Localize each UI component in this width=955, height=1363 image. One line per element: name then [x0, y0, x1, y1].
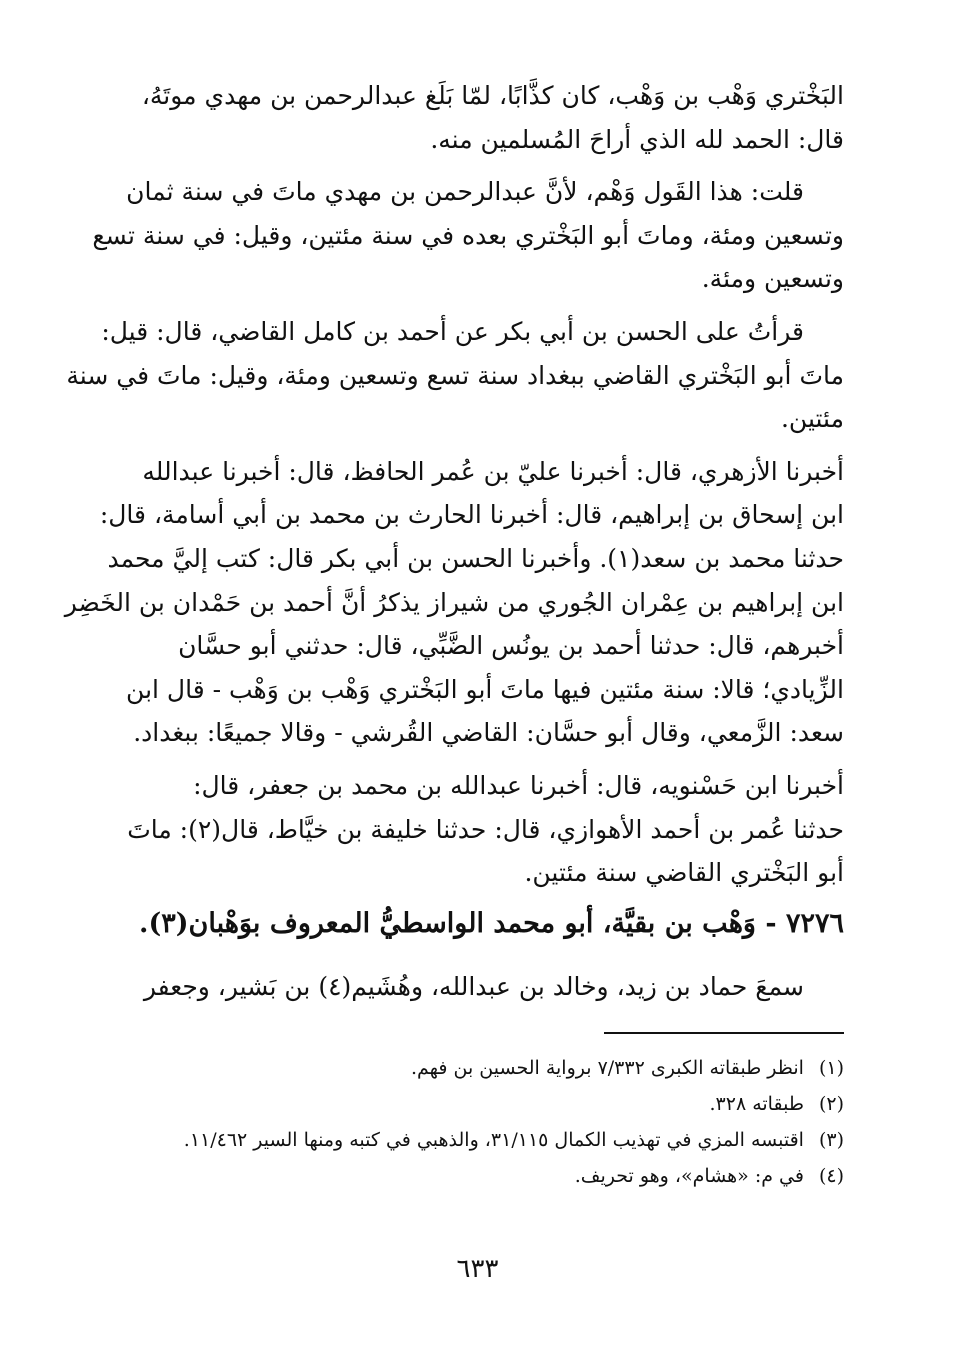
footnote-number: (٣)	[818, 1129, 844, 1151]
text-line: حدثنا عُمر بن أحمد الأهوازي، قال: حدثنا خليفة بن خيَّاط، قال(٢): ماتَ	[127, 814, 844, 844]
text-line: أخبرنا ابن حَسْنويه، قال: أخبرنا عبدالله بن محمد بن جعفر، قال:	[193, 770, 844, 800]
text-line: ماتَ أبو البَخْتري القاضي ببغداد سنة تسع وتسعين ومئة، وقيل: ماتَ في سنة	[66, 360, 844, 390]
footnote	[138, 1086, 844, 1122]
footnote-text: انظر طبقاته الكبرى ٧/٣٣٢ برواية الحسين بن فهم.	[410, 1057, 804, 1079]
text-line: البَخْتري وَهْب بن وَهْب، كان كذَّابًا، لمّا بَلَغ عبدالرحمن بن مهدي موتَهُ،	[141, 81, 844, 110]
text-line: أخبرنا الأزهري، قال: أخبرنا عليّ بن عُمر الحافظ، قال: أخبرنا عبدالله	[142, 456, 844, 486]
footnote-number: (٤)	[818, 1165, 844, 1187]
text-line: أخبرهم، قال: حدثنا أحمد بن يونُس الضَّبِّي، قال: حدثني أبو حسَّان	[178, 631, 844, 661]
footnotes	[138, 1050, 844, 1194]
paragraph-4	[64, 450, 844, 755]
footnote	[138, 1158, 844, 1194]
footnote-text: في م: «هشام»، وهو تحريف.	[574, 1165, 804, 1187]
text-line: ابن إسحاق بن إبراهيم، قال: أخبرنا الحارث بن محمد بن أبي أسامة، قال:	[99, 500, 844, 530]
text-line: مئتين.	[780, 404, 844, 434]
footnote	[138, 1122, 844, 1158]
footnote-text: اقتبسه المزي في تهذيب الكمال ٣١/١١٥، والذهبي في كتبه ومنها السير ١١/٤٦٢.	[183, 1129, 804, 1151]
text-line: وتسعين ومئة.	[701, 264, 844, 294]
text-line: الزِّيادي؛ قالا: سنة مئتين فيها ماتَ أبو البَخْتري وَهْب بن وَهْب - قال ابن	[126, 674, 844, 704]
main-text	[64, 74, 844, 1008]
footnote-number: (١)	[818, 1057, 844, 1079]
text-line: قال: الحمد لله الذي أراحَ المُسلمين منه.	[430, 124, 844, 154]
text-line: قلت: هذا القَول وَهْم، لأنَّ عبدالرحمن بن مهدي ماتَ في سنة ثمان	[126, 177, 804, 207]
text-line: حدثنا محمد بن سعد(١). وأخبرنا الحسن بن أبي بكر قال: كتب إليَّ محمد	[107, 543, 844, 573]
text-line: سمعَ حماد بن زيد، وخالد بن عبدالله، وهُشَيم(٤) بن بَشير، وجعفر	[143, 971, 804, 1001]
paragraph-5	[127, 764, 844, 895]
text-line: قرأتُ على الحسن بن أبي بكر عن أحمد بن كامل القاضي، قال: قيل:	[101, 316, 804, 346]
paragraph-2	[92, 170, 844, 301]
footnote-divider	[604, 1032, 844, 1034]
footnote	[138, 1050, 844, 1086]
paragraph-3	[66, 310, 844, 441]
entry-heading: ٧٢٧٦ - وَهْب بن بقيَّة، أبو محمد الواسطيُّ المعروف بوَهْبان(٣).	[139, 907, 844, 939]
text-line: ابن إبراهيم بن عِمْران الجُوري من شيراز يذكرُ أنَّ أحمد بن حَمْدان بن الخَضِر	[64, 587, 844, 617]
footnote-number: (٢)	[818, 1093, 844, 1115]
text-line: أبو البَخْتري القاضي سنة مئتين.	[524, 858, 844, 888]
paragraph-1	[138, 74, 844, 161]
text-line: وتسعين ومئة، وماتَ أبو البَخْتري بعده في سنة مئتين، وقيل: في سنة تسع	[92, 220, 844, 250]
page-number: ٦٣٣	[456, 1254, 499, 1284]
paragraph-6	[138, 965, 844, 1009]
footnote-text: طبقاته ٣٢٨.	[709, 1093, 804, 1115]
text-line: سعد: الزَّمعي، وقال أبو حسَّان: القاضي القُرشي - وقالا جميعًا: ببغداد.	[133, 718, 844, 748]
